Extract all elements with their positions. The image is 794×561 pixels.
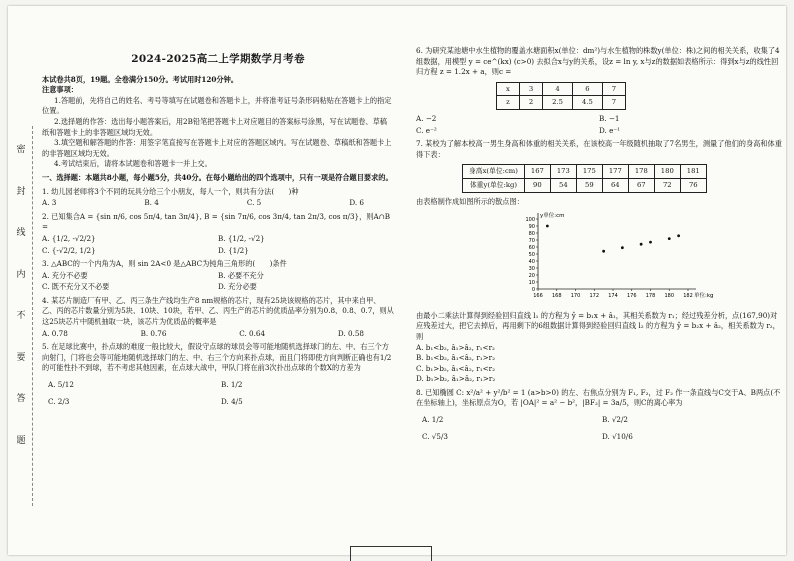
q7-option-c: C. b₁>b₂, â₁<â₂, r₁<r₂ (416, 363, 495, 373)
x-tick-label: 170 (570, 293, 581, 300)
exam-title: 2024-2025高二上学期数学月考卷 (131, 53, 305, 65)
notes-heading: 注意事项： (42, 85, 78, 95)
question-5 (42, 342, 394, 407)
table-cell: 76 (680, 178, 706, 192)
y-tick-label: 0 (531, 286, 535, 293)
table-cell: 7 (602, 96, 625, 110)
x-tick-label: 180 (664, 293, 675, 300)
q6-option-a: A. −2 (416, 113, 437, 123)
q1-option-c: C. 5 (246, 198, 262, 208)
section-heading: 一、选择题：本题共8小题，每小题5分，共40分。在每小题给出的四个选项中，只有一项是符合题目要求的。 (42, 172, 393, 182)
y-axis-label: y单位:cm (540, 213, 565, 220)
q7-stem: 7. 某校为了解本校高一男生身高和体重的相关关系，在该校高一年级随机抽取了7名男生，测量了他们的身高和体重得下表： (416, 139, 782, 159)
q8-option-b: B. √2/2 (602, 415, 628, 425)
table-cell: 180 (654, 165, 680, 179)
table-cell: 177 (602, 165, 628, 179)
seal-char: 题 (16, 435, 26, 446)
q6-stem: 6. 为研究某池塘中水生植物的覆盖水塘面积x(单位：dm²)与水生植物的株数y(单位：株)之间的相关关系，收集了4组数据，用模型 y = ce^(kx) (c>0) 去拟合x与y的关系，设z = ln y, x与z的数据如表格所示：得到x与z的线性回归方程 z = 1.2x + a，则c = (416, 46, 780, 77)
q4-option-d: D. 0.58 (337, 328, 364, 338)
q2-option-c: C. {-√2/2, 1/2} (42, 245, 96, 255)
x-tick-label: 182 (683, 293, 693, 300)
q8-option-c: C. √5/3 (422, 431, 448, 441)
y-tick-label: 70 (528, 237, 535, 244)
x-tick-label: 166 (533, 293, 543, 300)
table-row (463, 178, 707, 192)
q5-option-d: D. 4/5 (221, 396, 243, 406)
data-point (649, 241, 652, 244)
table-cell: 7 (602, 82, 625, 96)
table-cell: 2 (519, 96, 542, 110)
seal-char: 不 (16, 311, 26, 322)
seal-char: 内 (16, 269, 26, 280)
note-2: 2.选择题的作答：选出每小题答案后，用2B铅笔把答题卡上对应题目的答案标号涂黑，写在试题卷、草稿纸和答题卡上的非答题区域均无效。 (42, 116, 387, 137)
q6-option-d: D. e⁻¹ (599, 125, 621, 135)
table-cell: 59 (576, 178, 602, 192)
q7-data-table (462, 164, 707, 192)
question-4 (42, 296, 394, 339)
q1-option-b: B. 4 (144, 198, 159, 208)
x-tick-label: 168 (551, 293, 562, 300)
q7-option-a: A. b₁<b₂, â₁>â₂, r₁<r₂ (416, 342, 495, 352)
x-tick-label: 174 (608, 293, 618, 300)
table-cell: 67 (628, 178, 654, 192)
question-2 (42, 212, 394, 256)
table-cell: 4 (543, 82, 573, 96)
note-4: 4.考试结束后，请将本试题卷和答题卡一并上交。 (54, 159, 212, 169)
exam-sheet (8, 6, 786, 555)
q5-option-a: A. 5/12 (48, 380, 74, 390)
exam-intro: 本试卷共8页，19题。全卷满分150分。考试用时120分钟。 (42, 74, 238, 84)
q7-scatter-caption: 由表格制作成如图所示的散点图： (416, 196, 524, 206)
table-cell: 4.5 (572, 96, 602, 110)
table-cell: 167 (524, 165, 550, 179)
x-tick-label: 172 (589, 293, 600, 300)
q5-stem: 5. 在足球比赛中，扑点球的难度一般比较大，假设守点球的球员会等可能地随机选择球门的左、中、右三个方向射门，门将也会等可能地随机选择球门的左、中、右三个方向来扑点球，而且门将即使方向判断正确也有1/2的可能性扑不到球，若不考虑其他因素，在点球大战中，甲队门将在前3次扑出点球的个数X的方差为 (42, 342, 392, 373)
question-7 (416, 139, 782, 385)
data-point (640, 243, 643, 246)
q2-option-b: B. {1/2, -√2} (218, 233, 265, 243)
table-row (497, 96, 626, 110)
q5-option-b: B. 1/2 (221, 380, 243, 390)
q7-after-text: 由最小二乘法计算得到经验回归直线 l₁ 的方程为 ŷ = b₁x + â₁，其相关系数为 r₁；经过残差分析，点(167,90)对应残差过大，把它去掉后，再用剩下的6组数据计算得到经验回归直线 l₂ 的方程为 ŷ = b₂x + â₂，相关系数为 r₂，则 (416, 310, 780, 341)
question-1 (42, 187, 394, 209)
y-tick-label: 40 (528, 258, 535, 265)
q1-option-d: D. 6 (349, 198, 364, 208)
table-cell: 178 (628, 165, 654, 179)
q3-option-a: A. 充分不必要 (42, 270, 88, 280)
q5-option-c: C. 2/3 (48, 396, 70, 406)
table-cell: 173 (550, 165, 576, 179)
seal-char: 要 (16, 352, 26, 363)
y-tick-label: 20 (528, 272, 535, 279)
q8-option-a: A. 1/2 (422, 415, 444, 425)
table-cell: 64 (602, 178, 628, 192)
q4-option-b: B. 0.76 (140, 328, 167, 338)
y-tick-label: 80 (528, 230, 535, 237)
table-cell: 90 (524, 178, 550, 192)
note-1: 1.答题前，先将自己的姓名、考号等填写在试题卷和答题卡上，并将准考证号条形码粘贴在答题卡上的指定位置。 (42, 95, 392, 116)
table-row (497, 82, 626, 96)
q4-option-a: A. 0.78 (42, 328, 68, 338)
q2-option-d: D. {1/2} (218, 245, 249, 255)
table-cell: 181 (680, 165, 706, 179)
question-3 (42, 259, 394, 293)
question-8 (416, 388, 782, 442)
y-tick-label: 30 (528, 265, 535, 272)
left-column (42, 52, 394, 407)
q3-option-d: D. 充分必要 (218, 282, 257, 292)
q3-stem: 3. △ABC的一个内角为A，则 sin 2A<0 是△ABC为钝角三角形的( )条件 (42, 259, 287, 269)
table-cell: 2.5 (543, 96, 573, 110)
seal-char: 答 (16, 394, 26, 405)
data-point (602, 250, 605, 253)
question-6 (416, 46, 782, 136)
right-column (416, 46, 782, 442)
q8-option-d: D. √10/6 (602, 431, 633, 441)
q7-option-d: D. b₁>b₂, â₁>â₂, r₁>r₂ (416, 374, 496, 384)
y-tick-label: 10 (528, 279, 535, 286)
q1-option-a: A. 3 (42, 198, 57, 208)
q3-option-c: C. 既不充分又不必要 (42, 282, 110, 292)
seal-char: 密 (16, 145, 26, 155)
table-cell: 72 (654, 178, 680, 192)
q4-option-c: C. 0.64 (239, 328, 266, 338)
x-axis-label: 单位:kg (694, 293, 714, 300)
q8-stem: 8. 已知椭圆 C: x²/a² + y²/b² = 1 (a>b>0) 的左、右焦点分别为 F₁, F₂，过 F₂ 作一条直线与C交于A、B两点(不在坐标轴上)，坐标原点为O，若 |OA|² = a² − b²，|BF₂| = 3a/5，则C的离心率为 (416, 387, 781, 408)
seal-char: 线 (16, 228, 26, 239)
note-3: 3.填空题和解答题的作答：用签字笔直接写在答题卡上对应的答题区域内。写在试题卷、草稿纸和答题卡上的非答题区域均无效。 (42, 138, 392, 158)
data-point (668, 237, 671, 240)
seal-line-text (14, 146, 28, 446)
table-cell: z (497, 96, 520, 110)
y-tick-label: 50 (528, 251, 535, 258)
table-row (463, 165, 707, 179)
data-point (546, 225, 549, 228)
q7-options (416, 343, 782, 385)
seal-char: 封 (16, 186, 26, 197)
q6-option-b: B. −1 (599, 113, 620, 123)
q3-option-b: B. 必要不充分 (218, 270, 264, 280)
y-tick-label: 100 (525, 216, 535, 223)
y-tick-label: 90 (528, 223, 535, 230)
x-tick-label: 176 (626, 293, 637, 300)
table-cell: 175 (576, 165, 602, 179)
y-tick-label: 60 (528, 244, 535, 251)
q6-option-c: C. e⁻² (416, 125, 437, 135)
q2-option-a: A. {1/2, -√2/2} (42, 233, 96, 243)
q7-option-b: B. b₁<b₂, â₁<â₂, r₁>r₂ (416, 353, 495, 363)
data-point (677, 235, 680, 238)
q2-stem: 2. 已知集合A = {sin π/6, cos 5π/4, tan 3π/4}, B = {sin 7π/6, cos 3π/4, tan 2π/3, cos π/3}，则A∩B = (42, 211, 390, 232)
table-cell: 6 (572, 82, 602, 96)
x-tick-label: 178 (645, 293, 656, 300)
seal-dashed-line (32, 126, 33, 506)
table-cell: 身高x(单位:cm) (463, 165, 525, 179)
table-cell: 54 (550, 178, 576, 192)
data-point (621, 246, 624, 249)
q1-stem: 1. 幼儿园老师将3个不同的玩具分给三个小朋友，每人一个，则共有分法( )种 (42, 186, 299, 196)
scatter-plot (512, 209, 722, 305)
q4-stem: 4. 某芯片制造厂有甲、乙、丙三条生产线均生产8 nm规格的芯片，现有25块该规格的芯片，其中来自甲、乙、丙的芯片数量分别为5块、10块、10块，若甲、乙、丙生产的芯片的优质品率分别为0.8、0.8、0.7，则从这25块芯片中随机抽取一块，该芯片为优质品的概率是 (42, 295, 394, 327)
q6-data-table (496, 82, 626, 110)
table-cell: x (497, 82, 520, 96)
table-cell: 体重y(单位:kg) (463, 178, 525, 192)
page-number-box (350, 546, 432, 561)
table-cell: 3 (519, 82, 542, 96)
